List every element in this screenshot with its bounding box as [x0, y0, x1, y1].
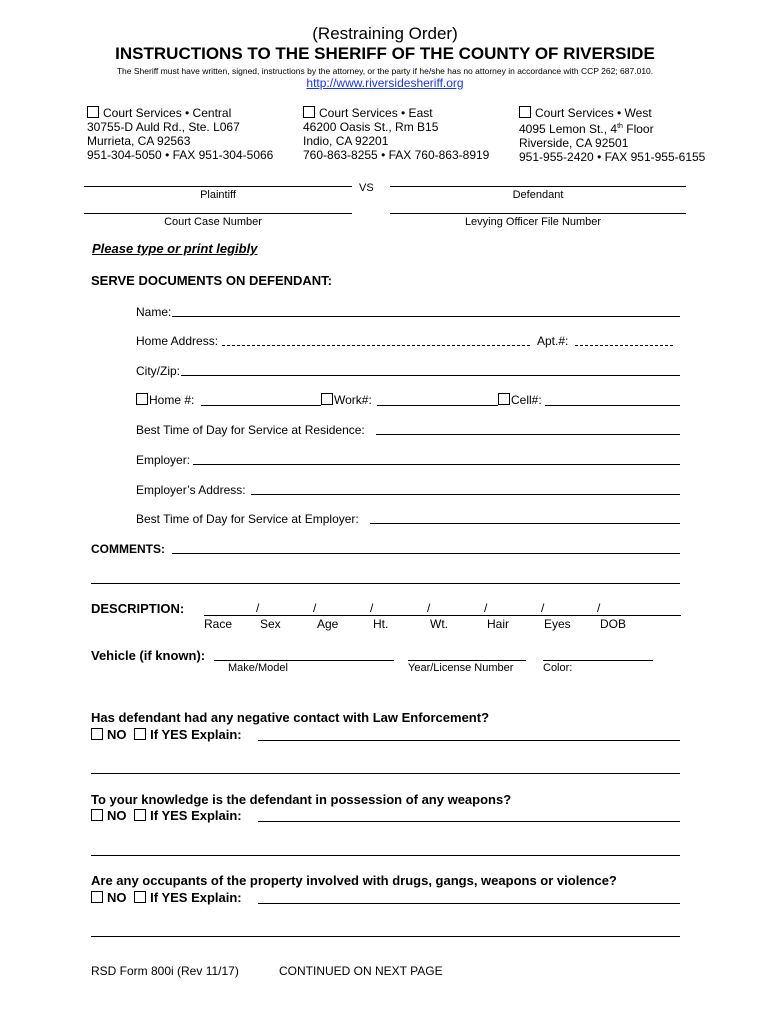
office-phone: 760-863-8255 • FAX 760-863-8919 — [303, 148, 490, 162]
office-central — [87, 106, 273, 162]
office-city: Indio, CA 92201 — [303, 134, 389, 148]
question-law-enforcement-options — [91, 727, 242, 742]
hair-label: Hair — [487, 617, 510, 631]
occupants-explain-field-2[interactable] — [91, 936, 680, 937]
form-id: RSD Form 800i (Rev 11/17) — [91, 964, 239, 978]
employer-field[interactable] — [193, 464, 680, 465]
color-field[interactable] — [543, 660, 653, 661]
description-separator: / — [484, 601, 488, 615]
case-number-line[interactable] — [84, 213, 352, 214]
defendant-label: Defendant — [512, 189, 564, 201]
description-separator: / — [541, 601, 545, 615]
year-license-field[interactable] — [408, 660, 526, 661]
work-phone-label: Work#: — [334, 393, 372, 407]
yes-checkbox[interactable] — [134, 891, 146, 903]
best-time-residence-field[interactable] — [376, 434, 680, 435]
race-label: Race — [204, 617, 233, 631]
employer-address-label: Employer’s Address: — [136, 483, 246, 497]
eyes-label: Eyes — [544, 617, 571, 631]
yes-checkbox[interactable] — [134, 728, 146, 740]
description-separator: / — [427, 601, 431, 615]
office-east-checkbox[interactable] — [303, 106, 315, 118]
best-time-residence-label: Best Time of Day for Service at Residence: — [136, 423, 365, 437]
office-address: 4095 Lemon St., 4th Floor — [519, 122, 654, 136]
sex-label: Sex — [260, 617, 281, 631]
question-weapons: To your knowledge is the defendant in possession of any weapons? — [91, 792, 512, 807]
levying-file-label: Levying Officer File Number — [464, 216, 602, 228]
weight-label: Wt. — [430, 617, 448, 631]
age-label: Age — [317, 617, 339, 631]
sheriff-website-link[interactable]: http://www.riversidesheriff.org — [306, 76, 464, 90]
office-name: Court Services • Central — [103, 106, 232, 120]
work-phone-checkbox[interactable] — [321, 393, 333, 405]
description-separator: / — [597, 601, 601, 615]
cell-phone-field[interactable] — [545, 405, 680, 406]
yes-checkbox[interactable] — [134, 809, 146, 821]
work-phone-group — [321, 393, 372, 407]
name-label: Name: — [136, 305, 172, 319]
no-label: NO — [107, 727, 127, 742]
description-separator: / — [256, 601, 260, 615]
no-label: NO — [107, 808, 127, 823]
yes-explain-label: If YES Explain: — [150, 808, 242, 823]
no-checkbox[interactable] — [91, 891, 103, 903]
home-phone-field[interactable] — [201, 405, 321, 406]
form-subtitle: (Restraining Order) — [312, 24, 458, 43]
home-address-field[interactable] — [222, 345, 530, 346]
name-field[interactable] — [172, 316, 680, 317]
office-city: Riverside, CA 92501 — [519, 136, 629, 150]
home-phone-label: Home #: — [149, 393, 195, 407]
law-enforcement-explain-field[interactable] — [258, 740, 680, 741]
make-model-label: Make/Model — [228, 662, 288, 674]
best-time-employer-field[interactable] — [370, 523, 680, 524]
office-name: Court Services • West — [535, 106, 652, 120]
no-checkbox[interactable] — [91, 809, 103, 821]
question-occupants: Are any occupants of the property involved with drugs, gangs, weapons or violence? — [91, 873, 617, 888]
office-west — [519, 106, 705, 164]
employer-address-field[interactable] — [251, 494, 680, 495]
office-city: Murrieta, CA 92563 — [87, 134, 191, 148]
home-phone-checkbox[interactable] — [136, 393, 148, 405]
levying-file-line[interactable] — [390, 213, 686, 214]
description-separator: / — [313, 601, 317, 615]
question-law-enforcement: Has defendant had any negative contact with Law Enforcement? — [91, 710, 490, 725]
plaintiff-label: Plaintiff — [200, 189, 236, 201]
office-address: 46200 Oasis St., Rm B15 — [303, 120, 439, 134]
comments-field[interactable] — [172, 553, 680, 554]
cell-phone-checkbox[interactable] — [498, 393, 510, 405]
case-number-label: Court Case Number — [164, 216, 262, 228]
form-title: INSTRUCTIONS TO THE SHERIFF OF THE COUNTY OF RIVERSIDE — [115, 44, 655, 63]
weapons-explain-field[interactable] — [258, 821, 680, 822]
comments-field-2[interactable] — [91, 583, 680, 584]
question-occupants-options — [91, 890, 242, 905]
office-east — [303, 106, 489, 162]
home-address-label: Home Address: — [136, 334, 219, 348]
vs-label: VS — [359, 182, 374, 194]
office-address: 30755-D Auld Rd., Ste. L067 — [87, 120, 240, 134]
no-label: NO — [107, 890, 127, 905]
legal-notice: The Sheriff must have written, signed, instructions by the attorney, or the party if he/she has no attorney in accordance with CCP 262; 687.010. — [116, 66, 654, 76]
home-phone-group — [136, 393, 194, 407]
occupants-explain-field[interactable] — [258, 903, 680, 904]
apt-field[interactable] — [575, 345, 673, 346]
city-zip-field[interactable] — [181, 375, 680, 376]
apt-label: Apt.#: — [537, 334, 569, 348]
dob-label: DOB — [600, 617, 627, 631]
best-time-employer-label: Best Time of Day for Service at Employer: — [136, 512, 359, 526]
height-label: Ht. — [373, 617, 389, 631]
employer-label: Employer: — [136, 453, 191, 467]
cell-phone-label: Cell#: — [511, 393, 542, 407]
description-field[interactable] — [204, 615, 681, 616]
continued-note: CONTINUED ON NEXT PAGE — [279, 964, 443, 978]
plaintiff-line[interactable] — [84, 186, 352, 187]
description-label: DESCRIPTION: — [91, 601, 185, 616]
vehicle-label: Vehicle (if known): — [91, 648, 206, 663]
year-license-label: Year/License Number — [408, 662, 514, 674]
serve-heading: SERVE DOCUMENTS ON DEFENDANT: — [91, 273, 333, 288]
comments-label: COMMENTS: — [91, 542, 165, 556]
question-weapons-options — [91, 808, 242, 823]
color-label: Color: — [543, 662, 573, 674]
office-west-checkbox[interactable] — [519, 106, 531, 118]
yes-explain-label: If YES Explain: — [150, 727, 242, 742]
office-phone: 951-955-2420 • FAX 951-955-6155 — [519, 150, 706, 164]
make-model-field[interactable] — [214, 660, 394, 661]
office-phone: 951-304-5050 • FAX 951-304-5066 — [87, 148, 274, 162]
weapons-explain-field-2[interactable] — [91, 855, 680, 856]
description-separator: / — [370, 601, 374, 615]
yes-explain-label: If YES Explain: — [150, 890, 242, 905]
work-phone-field[interactable] — [377, 405, 498, 406]
city-zip-label: City/Zip: — [136, 364, 181, 378]
defendant-line[interactable] — [390, 186, 686, 187]
office-name: Court Services • East — [319, 106, 433, 120]
cell-phone-group — [498, 393, 542, 407]
law-enforcement-explain-field-2[interactable] — [91, 773, 680, 774]
office-central-checkbox[interactable] — [87, 106, 99, 118]
instructions-note: Please type or print legibly — [92, 241, 258, 256]
no-checkbox[interactable] — [91, 728, 103, 740]
